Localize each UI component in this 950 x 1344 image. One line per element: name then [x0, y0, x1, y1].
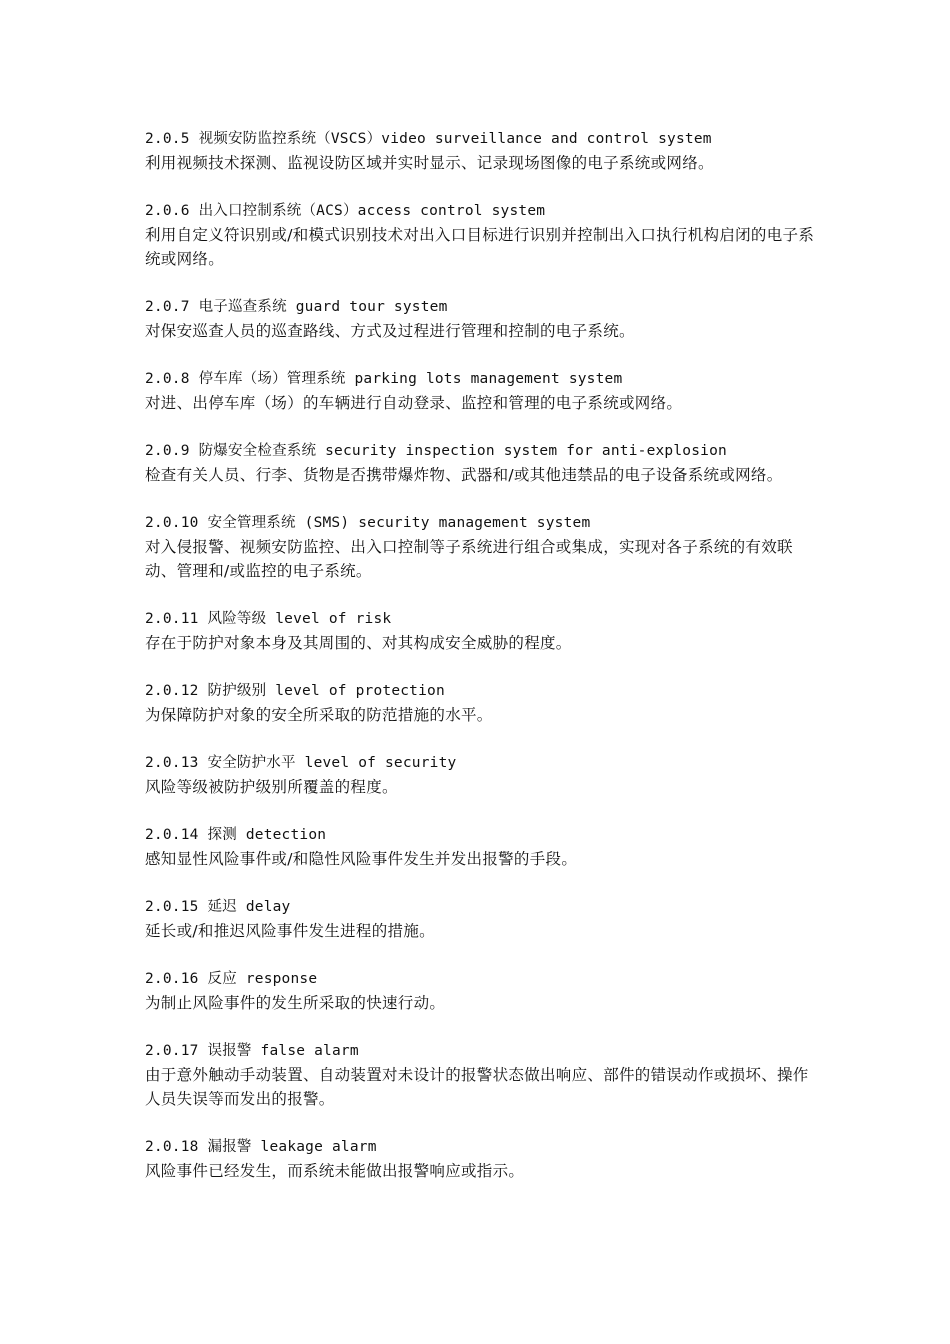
- term-entry-2-0-6: [145, 199, 815, 271]
- term-definition: 风险事件已经发生，而系统未能做出报警响应或指示。: [145, 1162, 525, 1180]
- term-definition: 风险等级被防护级别所覆盖的程度。: [145, 778, 398, 796]
- term-entry-2-0-10: [145, 511, 815, 583]
- term-heading: 2.0.11 风险等级 level of risk: [145, 611, 392, 627]
- term-entry-2-0-18: [145, 1135, 815, 1183]
- term-heading: 2.0.13 安全防护水平 level of security: [145, 755, 457, 771]
- term-heading: 2.0.16 反应 response: [145, 971, 318, 987]
- term-entry-2-0-16: [145, 967, 815, 1015]
- term-heading: 2.0.18 漏报警 leakage alarm: [145, 1139, 377, 1155]
- term-definition: 检查有关人员、行李、货物是否携带爆炸物、武器和/或其他违禁品的电子设备系统或网络。: [145, 466, 783, 484]
- term-entry-2-0-8: [145, 367, 815, 415]
- term-definition: 利用视频技术探测、监视设防区域并实时显示、记录现场图像的电子系统或网络。: [145, 154, 714, 172]
- term-heading: 2.0.15 延迟 delay: [145, 899, 291, 915]
- term-entry-2-0-17: [145, 1039, 815, 1111]
- term-heading: 2.0.5 视频安防监控系统（VSCS）video surveillance and control system: [145, 131, 712, 147]
- term-entry-2-0-12: [145, 679, 815, 727]
- term-definition: 由于意外触动手动装置、自动装置对未设计的报警状态做出响应、部件的错误动作或损坏、操作人员失误等而发出的报警。: [145, 1066, 809, 1108]
- term-definition: 利用自定义符识别或/和模式识别技术对出入口目标进行识别并控制出入口执行机构启闭的电子系统或网络。: [145, 226, 815, 268]
- term-definition: 为制止风险事件的发生所采取的快速行动。: [145, 994, 446, 1012]
- term-heading: 2.0.14 探测 detection: [145, 827, 327, 843]
- term-definition: 为保障防护对象的安全所采取的防范措施的水平。: [145, 706, 493, 724]
- term-entry-2-0-9: [145, 439, 815, 487]
- term-entry-2-0-14: [145, 823, 815, 871]
- term-entry-2-0-5: [145, 127, 815, 175]
- term-definition: 对入侵报警、视频安防监控、出入口控制等子系统进行组合或集成，实现对各子系统的有效联动、管理和/或监控的电子系统。: [145, 538, 793, 580]
- term-definition: 对进、出停车库（场）的车辆进行自动登录、监控和管理的电子系统或网络。: [145, 394, 683, 412]
- term-entry-2-0-11: [145, 607, 815, 655]
- term-definition: 延长或/和推迟风险事件发生进程的措施。: [145, 922, 435, 940]
- term-heading: 2.0.17 误报警 false alarm: [145, 1043, 359, 1059]
- term-heading: 2.0.12 防护级别 level of protection: [145, 683, 445, 699]
- term-heading: 2.0.9 防爆安全检查系统 security inspection system for anti-explosion: [145, 443, 727, 459]
- term-entry-2-0-7: [145, 295, 815, 343]
- term-heading: 2.0.8 停车库（场）管理系统 parking lots management system: [145, 371, 623, 387]
- term-entry-2-0-15: [145, 895, 815, 943]
- term-heading: 2.0.7 电子巡查系统 guard tour system: [145, 299, 448, 315]
- document-page: [145, 127, 815, 1207]
- term-heading: 2.0.10 安全管理系统 (SMS) security management system: [145, 515, 591, 531]
- term-definition: 存在于防护对象本身及其周围的、对其构成安全威胁的程度。: [145, 634, 572, 652]
- term-heading: 2.0.6 出入口控制系统（ACS）access control system: [145, 203, 546, 219]
- term-definition: 对保安巡查人员的巡查路线、方式及过程进行管理和控制的电子系统。: [145, 322, 635, 340]
- term-definition: 感知显性风险事件或/和隐性风险事件发生并发出报警的手段。: [145, 850, 578, 868]
- term-entry-2-0-13: [145, 751, 815, 799]
